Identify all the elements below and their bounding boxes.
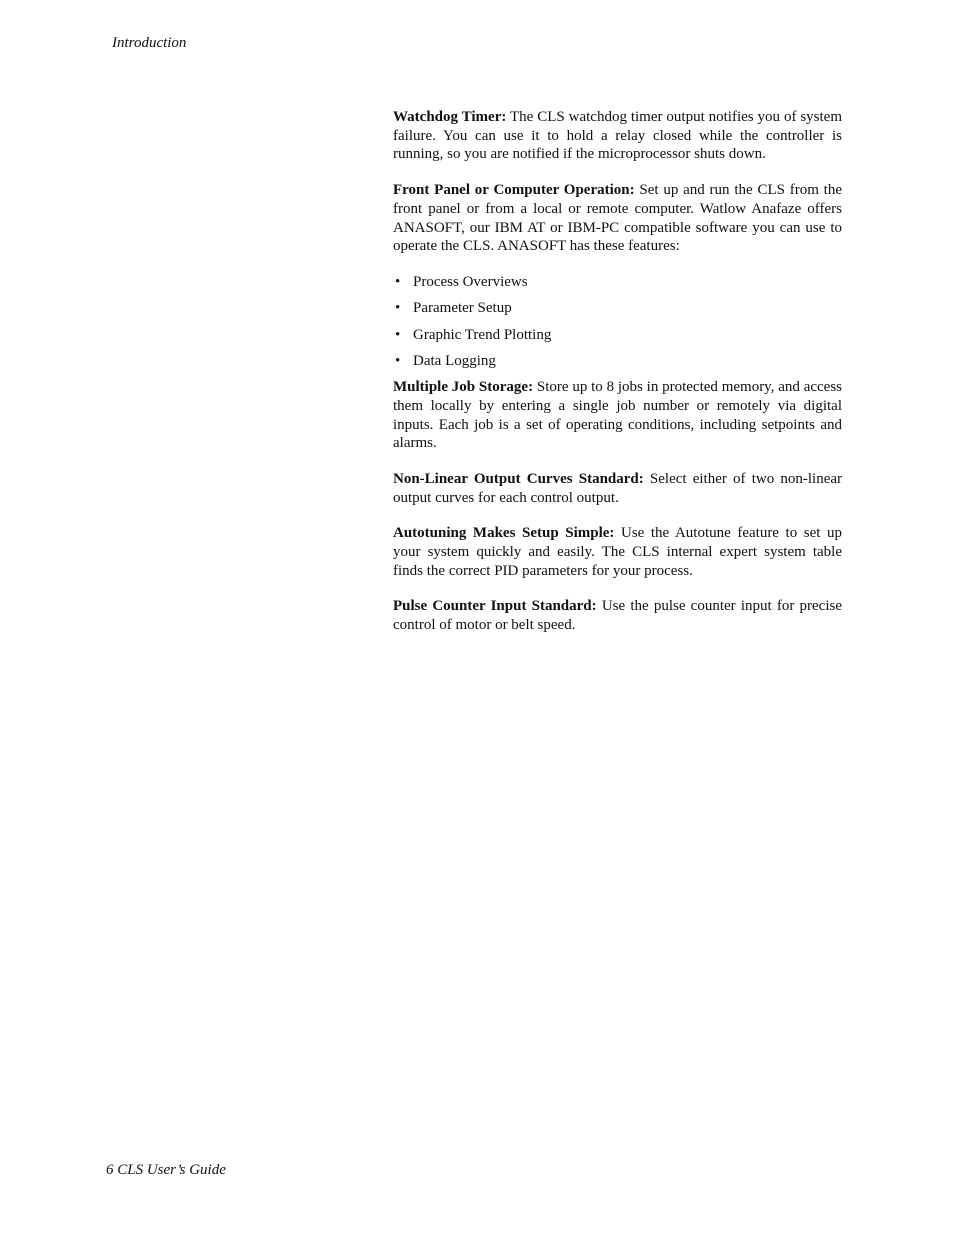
section-pulse-counter-input [393, 597, 842, 634]
section-non-linear-output-curves [393, 470, 842, 507]
list-item [393, 326, 842, 345]
list-item-label: Data Logging [413, 352, 496, 369]
list-item-label: Graphic Trend Plotting [413, 326, 552, 343]
list-item [393, 299, 842, 318]
section-front-panel-operation [393, 181, 842, 256]
section-watchdog-timer [393, 108, 842, 164]
bullet-icon: • [395, 352, 401, 369]
section-term: Autotuning Makes Setup Simple: [393, 525, 615, 542]
list-item [393, 273, 842, 292]
main-content [393, 108, 842, 652]
list-item-label: Process Overviews [413, 273, 528, 290]
bullet-icon: • [395, 273, 401, 290]
bullet-icon: • [395, 300, 401, 317]
bullet-icon: • [395, 326, 401, 343]
list-item-label: Parameter Setup [413, 300, 512, 317]
section-term: Non-Linear Output Curves Standard: [393, 470, 644, 487]
section-text: Select either of two non-linear output curves for each control output. [393, 470, 843, 506]
section-term: Pulse Counter Input Standard: [393, 598, 597, 615]
section-text: Store up to 8 jobs in protected memory, and access them locally by entering a single job number or remotely via digital inputs. Each job is a set of operating conditions, including setpoints and alarms. [393, 379, 842, 452]
section-term: Multiple Job Storage: [393, 379, 534, 396]
list-item [393, 352, 842, 371]
section-text: The CLS watchdog timer output notifies you of system failure. You can use it to hold a relay closed while the controller is running, so you are notified if the microprocessor shuts down. [393, 109, 843, 163]
running-header: Introduction [112, 35, 187, 51]
page-footer: 6 CLS User’s Guide [106, 1162, 226, 1178]
section-term: Front Panel or Computer Operation: [393, 182, 635, 199]
section-autotuning [393, 524, 842, 580]
section-multiple-job-storage [393, 378, 842, 453]
section-text: Set up and run the CLS from the front panel or from a local or remote computer. Watlow Anafaze offers ANASOFT, our IBM AT or IBM-PC compatible software you can use to operate the CLS. ANASOFT has these features: [393, 182, 842, 255]
section-term: Watchdog Timer: [393, 109, 507, 125]
anasoft-feature-list [393, 273, 842, 371]
section-text: Use the pulse counter input for precise control of motor or belt speed. [393, 598, 842, 634]
section-text: Use the Autotune feature to set up your system quickly and easily. The CLS internal expert system table finds the correct PID parameters for your process. [393, 525, 842, 579]
